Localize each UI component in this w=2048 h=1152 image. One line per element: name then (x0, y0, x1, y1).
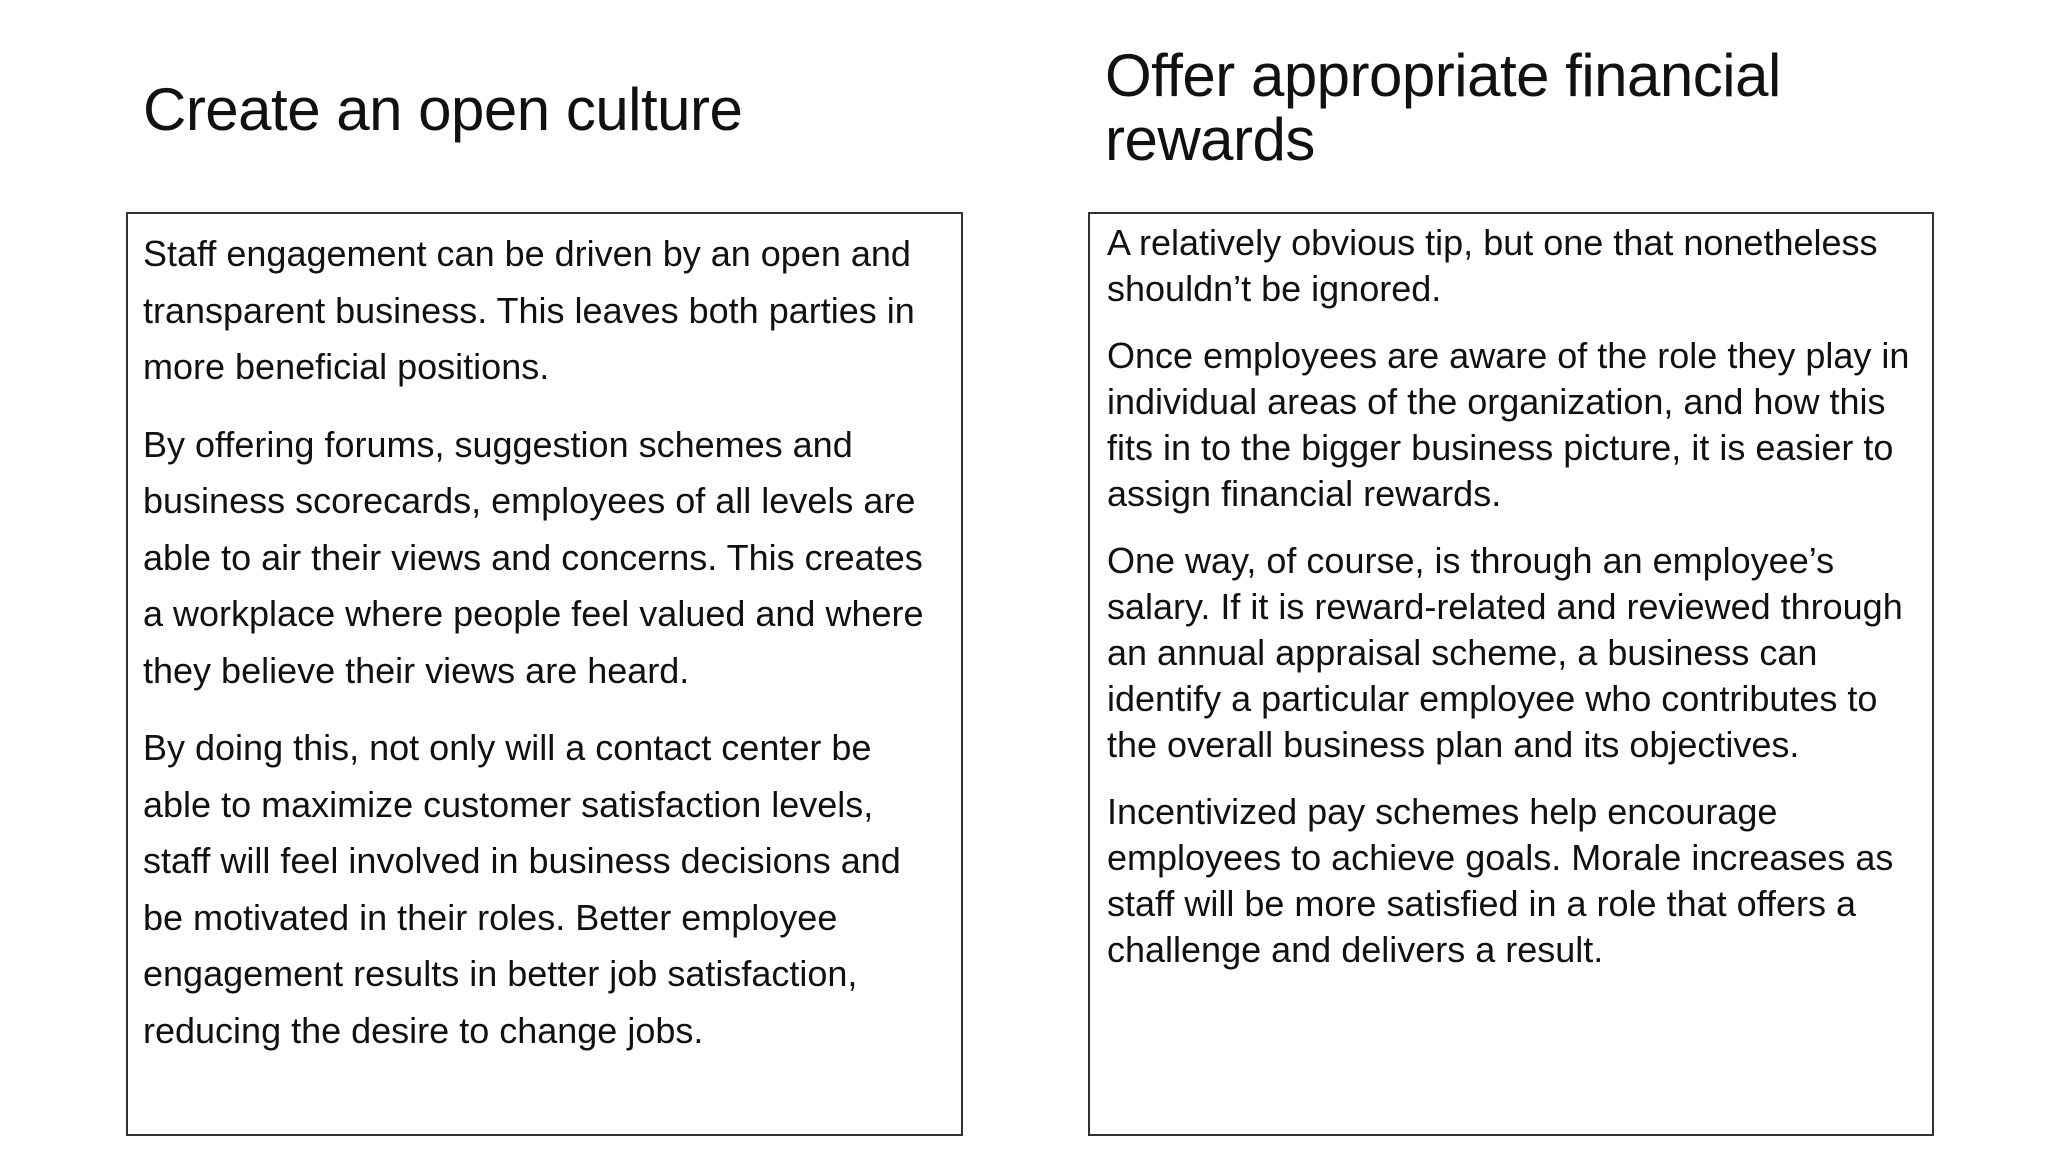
right-text-box (1088, 212, 1934, 1136)
right-paragraph-2: Once employees are aware of the role they play in individual areas of the organization, and how this fits in to the bigger business picture, it is easier to assign financial rewards. (1107, 335, 1910, 514)
left-paragraph-2: By offering forums, suggestion schemes and business scorecards, employees of all levels are able to air their views and concerns. This creates a workplace where people feel valued and where they believe their views are heard. (143, 423, 924, 691)
left-text-box (126, 212, 963, 1136)
left-paragraph-1: Staff engagement can be driven by an open and transparent business. This leaves both parties in more beneficial positions. (143, 233, 915, 387)
right-paragraph-3: One way, of course, is through an employee’s salary. If it is reward-related and reviewed through an annual appraisal scheme, a business can identify a particular employee who contributes to the overall business plan and its objectives. (1107, 540, 1903, 765)
right-title: Offer appropriate financial rewards (1105, 42, 1781, 173)
right-paragraph-4: Incentivized pay schemes help encourage employees to achieve goals. Morale increases as staff will be more satisfied in a role that offers a challenge and delivers a result. (1107, 791, 1894, 970)
right-paragraph-1: A relatively obvious tip, but one that nonetheless shouldn’t be ignored. (1107, 222, 1878, 309)
left-paragraph-3: By doing this, not only will a contact center be able to maximize customer satisfaction levels, staff will feel involved in business decisions and be motivated in their roles. Better employee engagement results in better job satisfaction, reducing the desire to change jobs. (143, 727, 901, 1051)
left-title: Create an open culture (143, 76, 743, 143)
